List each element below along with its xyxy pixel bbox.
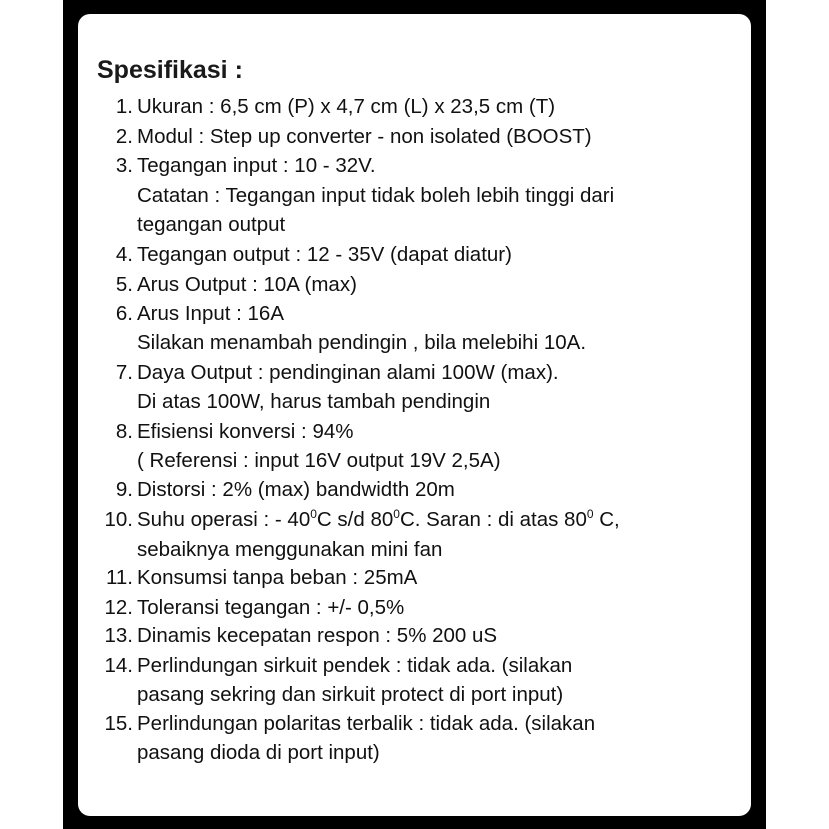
item-text: Arus Input : 16A	[137, 302, 285, 325]
item-text: Perlindungan polaritas terbalik : tidak ada. (silakan	[137, 712, 596, 735]
item-number: 5.	[115, 273, 133, 296]
item-text: Distorsi : 2% (max) bandwidth 20m	[137, 478, 455, 501]
item-note: pasang sekring dan sirkuit protect di port input)	[137, 683, 564, 706]
text-part: C s/d 80	[316, 508, 394, 531]
item-number: 7.	[115, 361, 133, 384]
item-text: Toleransi tegangan : +/- 0,5%	[137, 596, 405, 619]
item-note: Di atas 100W, harus tambah pendingin	[137, 390, 491, 413]
item-text: Dinamis kecepatan respon : 5% 200 uS	[137, 624, 498, 647]
item-number: 13.	[104, 624, 133, 647]
degree-mark: 0	[310, 507, 317, 521]
item-text: Efisiensi konversi : 94%	[137, 420, 354, 443]
item-note: tegangan output	[137, 213, 286, 236]
item-note: pasang dioda di port input)	[137, 741, 380, 764]
item-text: Konsumsi tanpa beban : 25mA	[137, 566, 418, 589]
item-text: Perlindungan sirkuit pendek : tidak ada. (silakan	[137, 654, 573, 677]
item-text	[137, 505, 620, 534]
item-text: Daya Output : pendinginan alami 100W (max).	[137, 361, 559, 384]
item-number: 2.	[115, 125, 133, 148]
item-number: 8.	[115, 420, 133, 443]
item-note: Silakan menambah pendingin , bila melebihi 10A.	[137, 331, 587, 354]
text-part: C,	[593, 508, 620, 531]
item-number: 4.	[115, 243, 133, 266]
degree-mark: 0	[393, 507, 400, 521]
item-number: 6.	[115, 302, 133, 325]
item-text: Arus Output : 10A (max)	[137, 273, 357, 296]
item-text: Tegangan output : 12 - 35V (dapat diatur)	[137, 243, 512, 266]
text-part: C. Saran : di atas 80	[399, 508, 587, 531]
item-number: 11.	[106, 566, 133, 589]
item-number: 15.	[104, 712, 133, 735]
item-number: 14.	[104, 654, 133, 677]
item-text: Tegangan input : 10 - 32V.	[137, 154, 376, 177]
item-text: Modul : Step up converter - non isolated (BOOST)	[137, 125, 592, 148]
item-note: ( Referensi : input 16V output 19V 2,5A)	[137, 449, 501, 472]
item-number: 12.	[104, 596, 133, 619]
degree-mark: 0	[586, 507, 594, 521]
item-text: Ukuran : 6,5 cm (P) x 4,7 cm (L) x 23,5 cm (T)	[137, 95, 556, 118]
spec-title: Spesifikasi :	[97, 56, 243, 84]
item-number: 10.	[104, 508, 133, 531]
item-number: 9.	[115, 478, 133, 501]
item-note: Catatan : Tegangan input tidak boleh lebih tinggi dari	[137, 184, 615, 207]
item-number: 1.	[115, 95, 133, 118]
text-part: Suhu operasi : - 40	[137, 508, 311, 531]
item-note: sebaiknya menggunakan mini fan	[137, 538, 443, 561]
item-number: 3.	[115, 154, 133, 177]
